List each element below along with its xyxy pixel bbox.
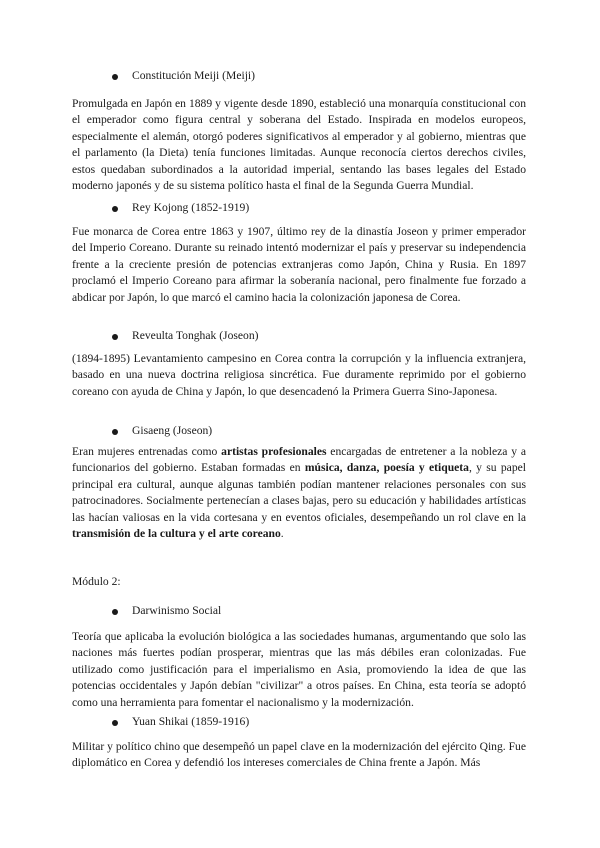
list-item-term (114, 200, 250, 216)
bullet-icon (112, 609, 118, 615)
bullet-icon (112, 74, 118, 80)
text-run: Eran mujeres entrenadas como (72, 445, 222, 458)
term-label: Reveulta Tonghak (Joseon) (132, 329, 259, 342)
list-item-term (114, 423, 213, 439)
list-item-term (114, 328, 259, 344)
term-label: Gisaeng (Joseon) (132, 424, 213, 437)
term-label: Constitución Meiji (Meiji) (132, 69, 256, 82)
module-heading: Módulo 2: (72, 575, 121, 588)
term-label: Rey Kojong (1852-1919) (132, 201, 250, 214)
term-label: Yuan Shikai (1859-1916) (132, 715, 250, 728)
list-item-term (114, 603, 222, 619)
bullet-icon (112, 334, 118, 340)
bold-text-run: música, danza, poesía y etiqueta (304, 461, 469, 475)
text-run: . (280, 527, 284, 541)
text-run: , y su papel principal era cultural, aunque algunas también podían mantener relaciones personales con sus patrocinadores. Socialmente pertenecían a clases bajas, pero su educación y habilidades artísticas las hacían valiosas en la vida cortesana y en eventos oficiales, desempeñando un rol clave en la (72, 461, 526, 524)
term-label: Darwinismo Social (132, 604, 222, 617)
bullet-icon (112, 206, 118, 212)
term-description: (1894-1895) Levantamiento campesino en Corea contra la corrupción y la influencia extranjera, basado en una nueva doctrina religiosa sincrética. Fue duramente reprimido por el gobierno coreano con ayuda de China y Japón, lo que desencadenó la Primera Guerra Sino-Japonesa. (72, 352, 526, 398)
list-item-term (114, 68, 256, 84)
term-description: Promulgada en Japón en 1889 y vigente desde 1890, estableció una monarquía constitucional con el emperador como figura central y soberana del Estado. Inspirada en modelos europeos, especialmente el alemán, otorgó poderes significativos al emperador y al gobierno, mientras que el parlamento (la Dieta) tenía funciones limitadas. Aunque reconocía ciertos derechos civiles, estos quedaban subordinados a la autoridad imperial, sentando las bases legales del Estado moderno japonés y de su sistema político hasta el final de la Segunda Guerra Mundial. (72, 97, 526, 193)
text-run: encargadas de entretener a la nobleza y a funcionarios del gobierno. Estaban formadas en (72, 445, 526, 475)
list-item-term (114, 714, 250, 730)
bullet-icon (112, 429, 118, 435)
bold-text-run: transmisión de la cultura y el arte coreano (72, 527, 281, 541)
term-description: Fue monarca de Corea entre 1863 y 1907, último rey de la dinastía Joseon y primer emperador del Imperio Coreano. Durante su reinado intentó modernizar el país y preservar su independencia frente a la creciente presión de potencias extranjeras como Japón, China y Rusia. En 1897 proclamó el Imperio Coreano para afirmar la soberanía nacional, pero finalmente fue forzado a abdicar por Japón, lo que marcó el camino hacia la colonización japonesa de Corea. (72, 225, 526, 304)
bullet-icon (112, 720, 118, 726)
term-description: Teoría que aplicaba la evolución biológica a las sociedades humanas, argumentando que solo las naciones más fuertes podían prosperar, mientras que las más débiles eran colonizadas. Fue utilizado como justificación para el imperialismo en Asia, promoviendo la idea de que las potencias occidentales y Japón debían "civilizar" a otros países. En China, esta teoría se adoptó como una herramienta para fomentar el nacionalismo y la modernización. (72, 630, 526, 709)
term-description-rich (72, 444, 526, 542)
term-description: Militar y político chino que desempeñó un papel clave en la modernización del ejército Qing. Fue diplomático en Corea y defendió los intereses comerciales de China frente a Japón. Más (72, 740, 526, 770)
bold-text-run: artistas profesionales (221, 445, 327, 458)
